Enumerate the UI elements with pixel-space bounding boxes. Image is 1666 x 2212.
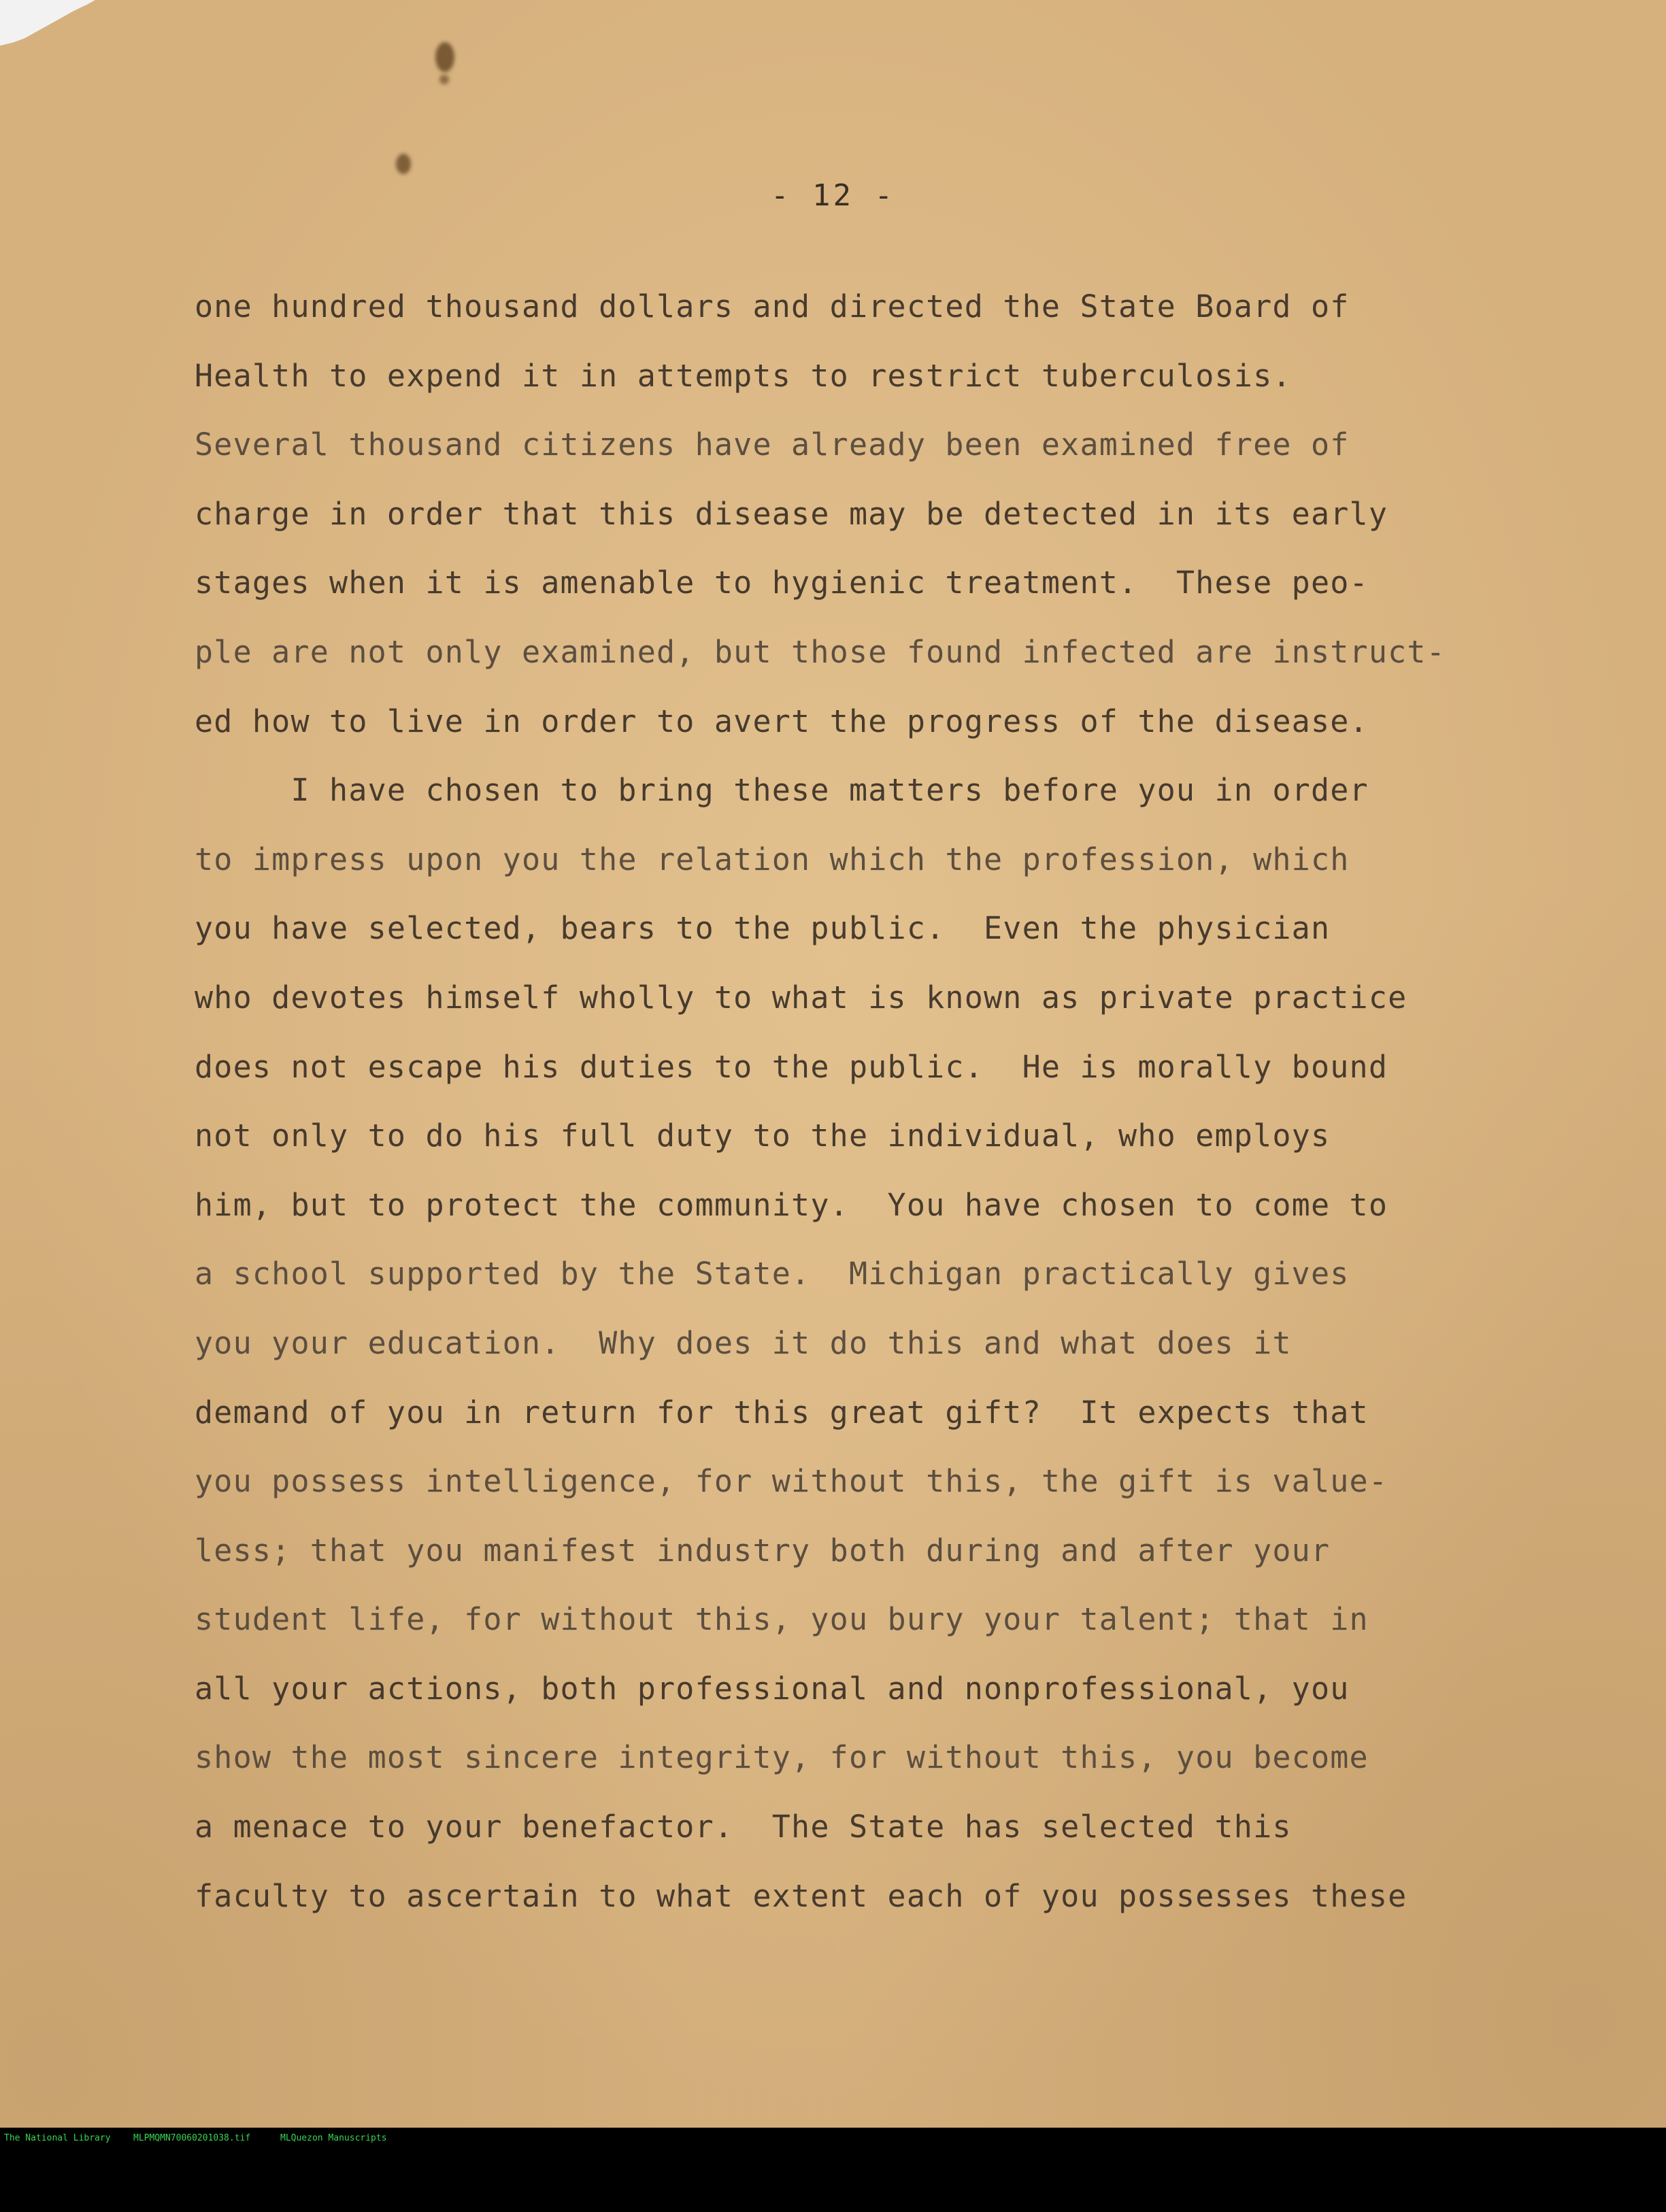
text-line: you your education. Why does it do this and what does it (195, 1324, 1292, 1361)
text-line: stages when it is amenable to hygienic treatment. These peo- (195, 565, 1369, 601)
footer-file-id: MLPMQMN70060201038.tif (133, 2133, 251, 2143)
text-line: faculty to ascertain to what extent each of you possesses these (195, 1877, 1407, 1914)
text-line: ed how to live in order to avert the progress of the disease. (195, 703, 1369, 739)
text-line: student life, for without this, you bury your talent; that in (195, 1601, 1369, 1638)
text-line: all your actions, both professional and nonprofessional, you (195, 1670, 1350, 1707)
text-line: charge in order that this disease may be detected in its early (195, 495, 1388, 532)
text-line: one hundred thousand dollars and directed the State Board of (195, 288, 1350, 324)
text-line: not only to do his full duty to the individual, who employs (195, 1118, 1331, 1154)
text-line: to impress upon you the relation which the profession, which (195, 841, 1350, 877)
page-number: - 12 - (771, 178, 895, 213)
text-line: you have selected, bears to the public. Even the physician (195, 910, 1331, 947)
typewritten-body (195, 272, 1542, 1930)
text-line: you possess intelligence, for without this, the gift is value- (195, 1463, 1388, 1500)
text-line: demand of you in return for this great gift? It expects that (195, 1394, 1369, 1430)
footer-collection: MLQuezon Manuscripts (280, 2133, 387, 2143)
ink-stain (396, 154, 411, 174)
scan-footer-bar (0, 2128, 1666, 2149)
text-line: a menace to your benefactor. The State has selected this (195, 1809, 1292, 1845)
footer-library: The National Library (4, 2133, 111, 2143)
text-line: Health to expend it in attempts to restrict tuberculosis. (195, 357, 1292, 394)
ink-stain (439, 75, 449, 84)
text-line: Several thousand citizens have already been examined free of (195, 426, 1350, 463)
text-line: less; that you manifest industry both during and after your (195, 1532, 1331, 1569)
text-line: a school supported by the State. Michigan practically gives (195, 1256, 1350, 1292)
text-line: him, but to protect the community. You have chosen to come to (195, 1186, 1388, 1223)
text-line: who devotes himself wholly to what is known as private practice (195, 979, 1407, 1016)
text-line: does not escape his duties to the public. He is morally bound (195, 1048, 1388, 1085)
text-line: ple are not only examined, but those found infected are instruct- (195, 633, 1446, 670)
torn-corner (0, 0, 95, 53)
text-line: show the most sincere integrity, for without this, you become (195, 1739, 1369, 1776)
ink-stain (435, 42, 454, 72)
text-line: I have chosen to bring these matters before you in order (195, 772, 1369, 809)
